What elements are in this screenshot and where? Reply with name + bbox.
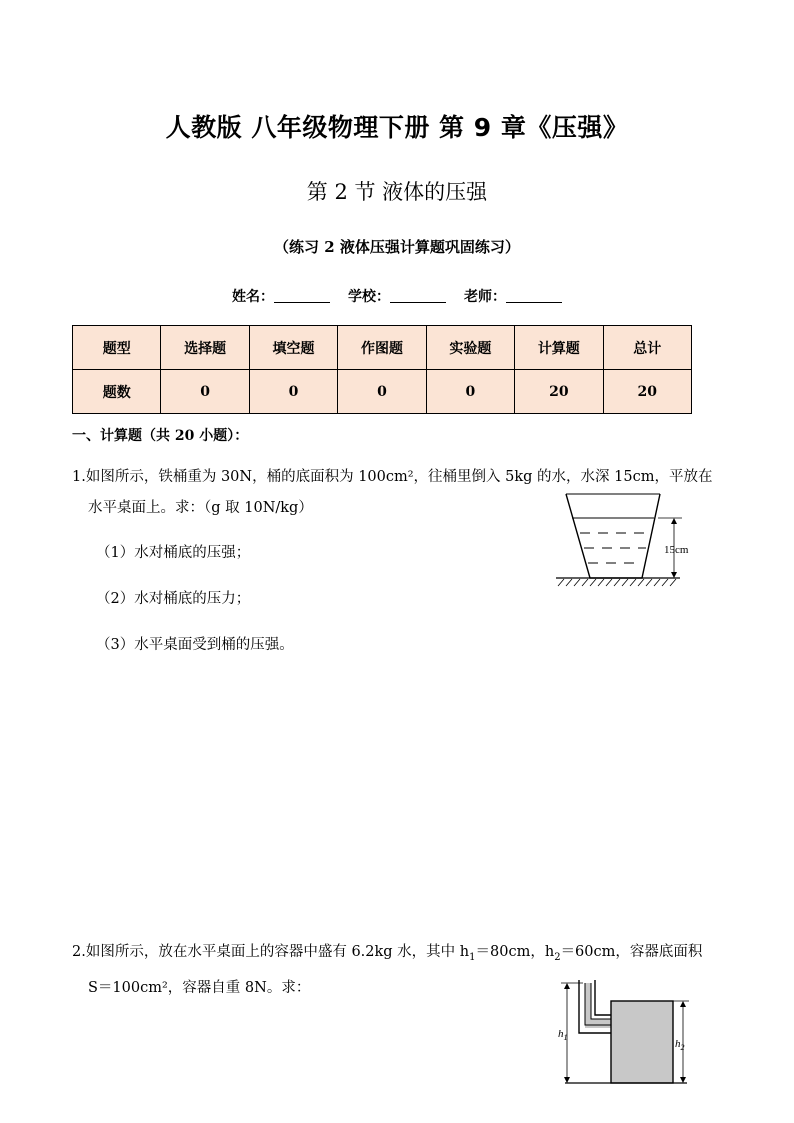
bucket-figure: [550, 488, 700, 592]
h1-index: 1: [563, 1033, 568, 1042]
section-title: 第 2 节 液体的压强: [306, 180, 488, 204]
school-blank: [390, 288, 446, 303]
table-cell: 0: [161, 370, 249, 414]
question-1-line-1: 1.如图所示，铁桶重为 30N，桶的底面积为 100cm²，往桶里倒入 5kg 的水，水深 15cm，平放在: [72, 469, 713, 485]
name-blank: [274, 288, 330, 303]
table-cell: 题型: [73, 326, 161, 370]
table-cell: 填空题: [249, 326, 337, 370]
table-cell: 题数: [73, 370, 161, 414]
container-figure: [555, 975, 695, 1090]
question-1-part-2: （2）水对桶底的压力；: [96, 591, 251, 607]
teacher-label: 老师：: [464, 289, 506, 305]
table-cell: 0: [249, 370, 337, 414]
question-1-line-2: 水平桌面上。求：（g 取 10N/kg）: [88, 500, 313, 516]
score-table: [72, 325, 692, 414]
question-2-line-2: S＝100cm²，容器自重 8N。求：: [88, 979, 311, 996]
question-1-part-3: （3）水平桌面受到桶的压强。: [96, 637, 294, 653]
section-heading: 一、计算题（共 20 小题）：: [72, 428, 249, 444]
depth-label: 15cm: [664, 544, 689, 556]
school-label: 学校：: [348, 289, 390, 305]
practice-subtitle: （练习 2 液体压强计算题巩固练习）: [274, 238, 520, 256]
table-cell: 0: [338, 370, 426, 414]
table-cell: 0: [426, 370, 514, 414]
table-cell: 20: [515, 370, 603, 414]
h1-letter: h: [558, 1028, 564, 1040]
table-cell: 20: [603, 370, 691, 414]
h1-label: [558, 1028, 568, 1042]
question-2-text-b: ＝80cm，h: [475, 944, 555, 960]
score-table-header-row: [73, 326, 692, 370]
table-cell: 选择题: [161, 326, 249, 370]
teacher-blank: [506, 288, 562, 303]
student-info-line: [0, 286, 794, 306]
h2-subscript: 2: [554, 951, 561, 963]
table-cell: 总计: [603, 326, 691, 370]
h2-letter: h: [675, 1038, 681, 1050]
table-cell: 实验题: [426, 326, 514, 370]
question-1-part-1: （1）水对桶底的压强；: [96, 545, 251, 561]
h2-index: 2: [680, 1043, 685, 1052]
table-cell: 计算题: [515, 326, 603, 370]
question-2-text-c: ＝60cm，容器底面积: [560, 944, 703, 960]
score-table-value-row: [73, 370, 692, 414]
question-2-text-a: 2.如图所示，放在水平桌面上的容器中盛有 6.2kg 水，其中 h: [72, 944, 470, 960]
h1-subscript: 1: [469, 951, 476, 963]
document-title: 人教版 八年级物理下册 第 9 章《压强》: [165, 113, 629, 142]
name-label: 姓名：: [232, 289, 274, 305]
question-2-line-1: [72, 937, 728, 973]
table-cell: 作图题: [338, 326, 426, 370]
